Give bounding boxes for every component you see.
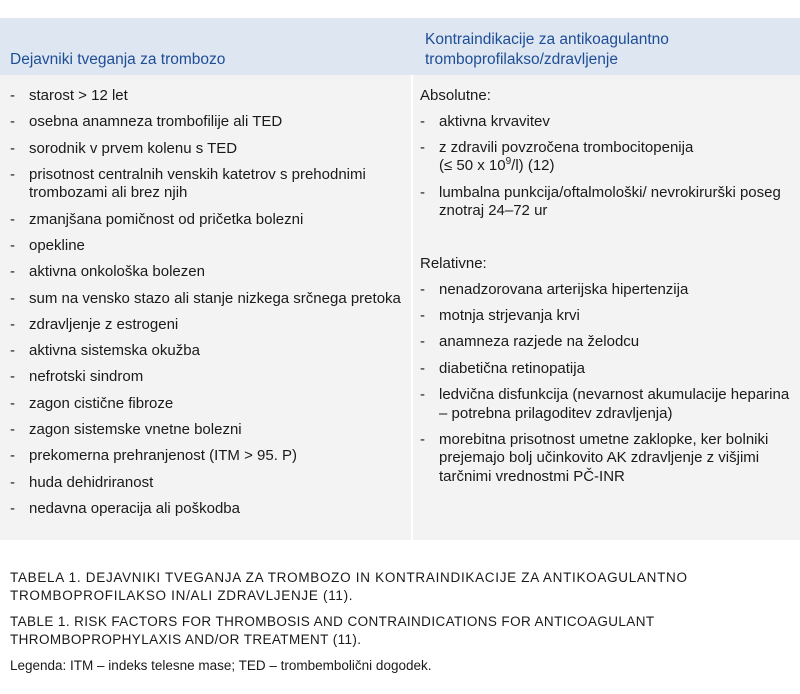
list-item [420, 184, 795, 221]
column-divider [411, 75, 413, 540]
list-item: - nefrotski sindrom [10, 368, 405, 387]
list-item: - aktivna sistemska okužba [10, 342, 405, 361]
list-item: - ledvična disfunkcija (nevarnost akumulacije heparina – potrebna prilagoditev zdravljenja) [420, 386, 795, 423]
list-item: - opekline [10, 237, 405, 256]
header-risk-factors: Dejavniki tveganja za trombozo [10, 51, 226, 68]
absolute-item-text: lumbalna punkcija/oftalmološki/ nevrokirurški poseg znotraj 24–72 ur [439, 183, 781, 220]
absolute-item-text: aktivna krvavitev [439, 112, 550, 130]
list-item: - zmanjšana pomičnost od pričetka bolezni [10, 211, 405, 230]
legend: Legenda: ITM – indeks telesne mase; TED – trombembolični dogodek. [10, 658, 432, 673]
risk-factors-list [10, 87, 405, 518]
list-item: - huda dehidriranost [10, 474, 405, 493]
caption-english: TABLE 1. RISK FACTORS FOR THROMBOSIS AND CONTRAINDICATIONS FOR ANTICOAGULANT THROMBOPROPHYLAXIS AND/OR TREATMENT (11). [10, 614, 655, 647]
relative-list [420, 281, 795, 486]
list-item: - zdravljenje z estrogeni [10, 316, 405, 335]
list-item: - nedavna operacija ali poškodba [10, 500, 405, 519]
header-contraindications: Kontraindikacije za antikoagulantno tromboprofilakso/zdravljenje [425, 31, 669, 68]
list-item: - starost > 12 let [10, 87, 405, 106]
list-item: - anamneza razjede na želodcu [420, 333, 795, 352]
absolute-list [420, 113, 795, 221]
table-body [0, 75, 800, 540]
list-item [420, 139, 795, 176]
relative-title: Relativne: [420, 255, 487, 273]
list-item: - zagon cistične fibroze [10, 395, 405, 414]
risk-factors-column [10, 87, 405, 526]
list-item [420, 113, 795, 132]
list-item: - nenadzorovana arterijska hipertenzija [420, 281, 795, 300]
list-item: - prekomerna prehranjenost (ITM > 95. P) [10, 447, 405, 466]
list-item: - sorodnik v prvem kolenu s TED [10, 140, 405, 159]
caption-slovenian: TABELA 1. DEJAVNIKI TVEGANJA ZA TROMBOZO IN KONTRAINDIKACIJE ZA ANTIKOAGULANTNO TROMBOPROFILAKSO IN/ALI ZDRAVLJENJE (11). [10, 570, 688, 603]
list-item: - prisotnost centralnih venskih katetrov s prehodnimi trombozami ali brez njih [10, 166, 405, 203]
list-item: - motnja strjevanja krvi [420, 307, 795, 326]
list-item: - sum na vensko stazo ali stanje nizkega srčnega pretoka [10, 290, 405, 309]
absolute-item-text: z zdravili povzročena trombocitopenija [439, 138, 694, 156]
list-item: - morebitna prisotnost umetne zaklopke, ker bolniki prejemajo bolj učinkovito AK zdravljenje z višjimi tarčnimi vrednostmi PČ-INR [420, 431, 795, 487]
absolute-title: Absolutne: [420, 87, 491, 104]
table-header [0, 18, 800, 75]
list-item: - diabetična retinopatija [420, 360, 795, 379]
list-item: - osebna anamneza trombofilije ali TED [10, 113, 405, 132]
list-item: - aktivna onkološka bolezen [10, 263, 405, 282]
absolute-item-text: (≤ 50 x 10 [439, 157, 506, 175]
contraindications-column [420, 87, 795, 494]
superscript: 9 [505, 156, 512, 168]
absolute-item-text: /l) (12) [511, 157, 555, 175]
list-item: - zagon sistemske vnetne bolezni [10, 421, 405, 440]
